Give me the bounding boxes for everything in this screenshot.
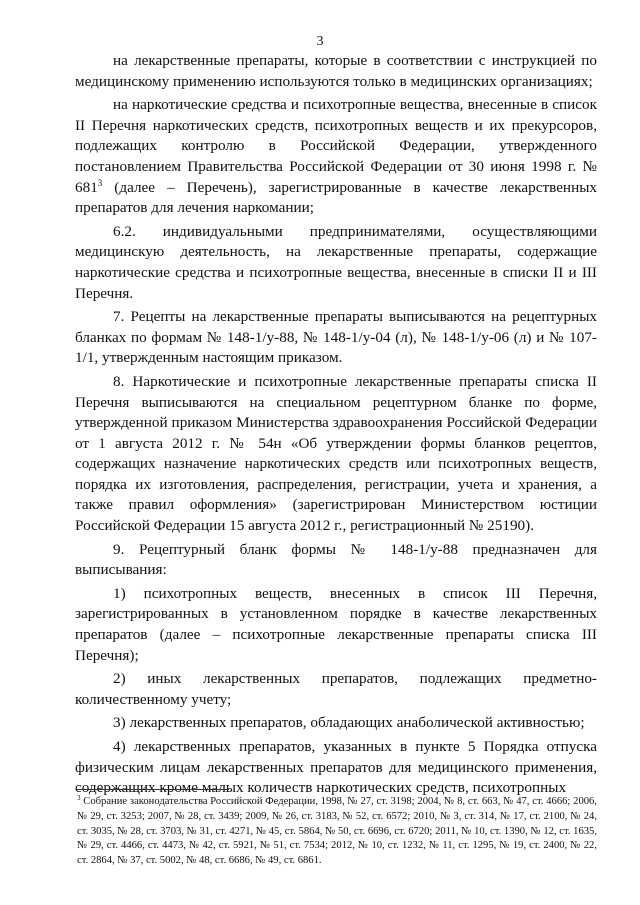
paragraph-9-item-4: 4) лекарственных препаратов, указанных в пункте 5 Порядка отпуска физическим лицам лекарственных препаратов для медицинского применения, содержащих кроме малых количеств наркотических средств, психотропных (75, 738, 597, 797)
paragraph-9-item-1: 1) психотропных веществ, внесенных в список III Перечня, зарегистрированных в установленном порядке в качестве лекарственных препаратов (далее – психотропные лекарственные препараты списка III Перечня); (75, 584, 597, 664)
footnote (77, 795, 597, 869)
paragraph-narcotics-list-ii-tail: (далее – Перечень), зарегистрированные в качестве лекарственных препаратов для лечения наркомании; (75, 178, 597, 217)
page-number: 3 (316, 34, 324, 49)
paragraph-7: 7. Рецепты на лекарственные препараты выписываются на рецептурных бланках по формам № 148-1/у-88, № 148-1/у-04 (л), № 148-1/у-06 (л) и № 107-1/1, утвержденным настоящим приказом. (75, 308, 597, 367)
paragraph-8: 8. Наркотические и психотропные лекарственные препараты списка II Перечня выписываются на специальном рецептурном бланке по форме, утвержденной приказом Министерства здравоохранения Российской Федерации от 1 августа 2012 г. № 54н «Об утверждении формы бланков рецептов, содержащих назначение наркотических средств или психотропных веществ, порядка их изготовления, распределения, регистрации, учета и хранения, а также правил оформления» (зарегистрирован Министерством юстиции Российской Федерации 15 августа 2012 г., регистрационный № 25190). (75, 372, 597, 535)
paragraph-6-2: 6.2. индивидуальными предпринимателями, осуществляющими медицинскую деятельность, на лекарственные препараты, содержащие наркотические средства и психотропные вещества, внесенные в списки II и III Перечня. (75, 222, 597, 302)
paragraph-9-item-2: 2) иных лекарственных препаратов, подлежащих предметно-количественному учету; (75, 670, 597, 708)
paragraph-medical-organizations: на лекарственные препараты, которые в соответствии с инструкцией по медицинскому применению используются только в медицинских организациях; (75, 52, 597, 90)
paragraph-9-item-3: 3) лекарственных препаратов, обладающих анаболической активностью; (113, 714, 585, 732)
paragraph-9: 9. Рецептурный бланк формы № 148-1/у-88 предназначен для выписывания: (75, 540, 597, 579)
paragraph-narcotics-list-ii-text: на наркотические средства и психотропные вещества, внесенные в список II Перечня наркотических средств, психотропных веществ и их прекурсоров, подлежащих контролю в Российской Федерации, утвержденного постановлением Правительства Российской Федерации от 30 июня 1998 г. № 681 (75, 96, 597, 196)
paragraph-narcotics-list-ii (75, 95, 597, 219)
footnote-marker: 3 (77, 794, 81, 802)
body-text (75, 51, 597, 802)
footnote-separator (77, 789, 229, 790)
footnote-reference: 3 (97, 177, 103, 188)
footnote-text: Собрание законодательства Российской Федерации, 1998, № 27, ст. 3198; 2004, № 8, ст. 663, № 47, ст. 4666; 2006, № 29, ст. 3253; 2007, № 28, ст. 3439; 2009, № 26, ст. 3183, № 52, ст. 6572; 2010, № 3, ст. 314, № 17, ст. 2100, № 24, ст. 3035, № 28, ст. 3703, № 31, ст. 4271, № 45, ст. 5864, № 50, ст. 6696, ст. 6720; 2011, № 10, ст. 1390, № 12, ст. 1635, № 29, ст. 4466, ст. 4473, № 42, ст. 5921, № 51, ст. 7534; 2012, № 10, ст. 1232, № 11, ст. 1295, № 19, ст. 2400, № 22, ст. 2864, № 37, ст. 5002, № 48, ст. 6686, № 49, ст. 6861. (77, 796, 597, 867)
